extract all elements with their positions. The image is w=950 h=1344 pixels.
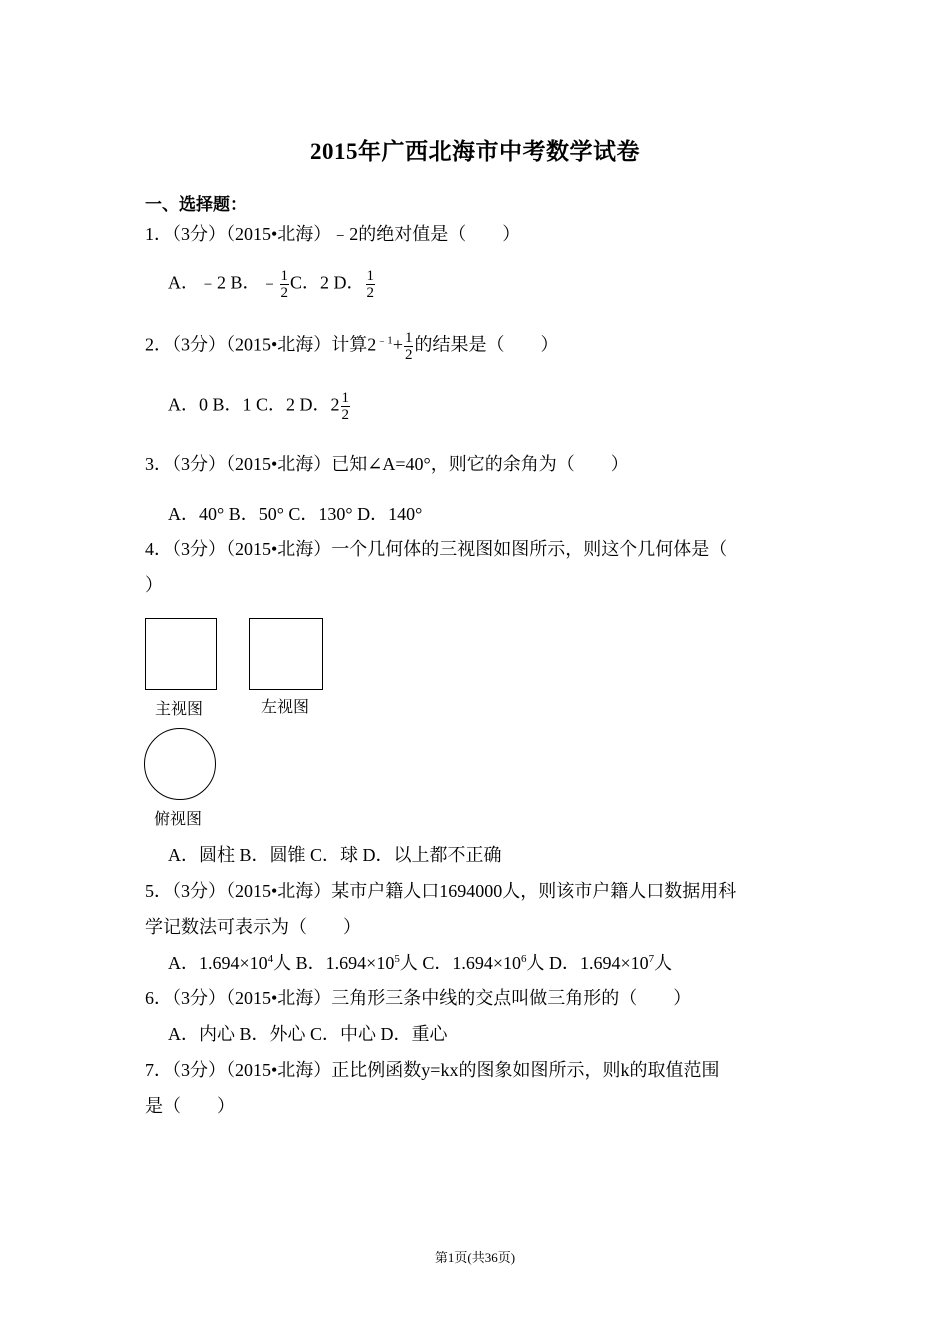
front-view-label: 主视图	[155, 699, 204, 718]
question-6-options: A．内心 B．外心 C．中心 D．重心	[168, 1024, 448, 1044]
question-5-option-d-exp: 7	[648, 953, 655, 965]
question-5-options	[168, 951, 672, 975]
question-3-stem: 3．（3分）（2015•北海）已知∠A=40°，则它的余角为（ ）	[145, 454, 629, 474]
question-5-option-c: 人 C．1.694×10	[399, 953, 521, 973]
left-view-square	[249, 618, 323, 690]
question-1-options	[168, 268, 376, 301]
question-2-option-d-fraction: $\frac{1}{2}$	[341, 390, 350, 423]
question-4-stem-line1: 4．（3分）（2015•北海）一个几何体的三视图如图所示，则这个几何体是（	[145, 539, 728, 559]
front-view-square	[145, 618, 217, 690]
question-2-options	[168, 390, 351, 423]
left-view-label: 左视图	[261, 697, 310, 716]
question-4-stem-line2: ）	[145, 575, 163, 595]
question-1-option-ab: A．﹣2 B．	[168, 272, 261, 293]
page-title: 2015年广西北海市中考数学试卷	[310, 139, 640, 164]
question-5-option-end: 人	[654, 953, 673, 973]
question-7-stem-line1: 7．（3分）（2015•北海）正比例函数y=kx的图象如图所示，则k的取值范围	[145, 1060, 720, 1080]
question-2-stem-text: 2．（3分）（2015•北海）计算2	[145, 334, 377, 355]
question-4-options: A．圆柱 B．圆锥 C．球 D．以上都不正确	[168, 845, 502, 865]
question-2-fraction: $\frac{1}{2}$	[404, 330, 413, 363]
question-5-option-b-exp: 5	[394, 953, 400, 965]
question-5-option-b: 人 B．1.694×10	[273, 953, 395, 973]
question-3-options: A．40° B．50° C．130° D．140°	[168, 504, 423, 524]
question-1-option-d-fraction: $\frac{1}{2}$	[366, 268, 375, 301]
top-view-label: 俯视图	[154, 809, 203, 828]
top-view-circle	[144, 728, 216, 800]
question-5-option-c-exp: 6	[521, 953, 527, 965]
question-2-exponent: ﹣1	[376, 334, 393, 347]
question-1-stem: 1．（3分）（2015•北海）﹣2的绝对值是（ ）	[145, 224, 521, 244]
question-5-stem-line2: 学记数法可表示为（ ）	[145, 917, 361, 937]
question-5-option-a-exp: 4	[267, 953, 274, 965]
question-5-option-d: 人 D．1.694×10	[526, 953, 649, 973]
question-2-stem	[145, 330, 558, 363]
page-footer: 第1页(共36页)	[434, 1250, 516, 1265]
question-2-stem-end: 的结果是（ ）	[414, 334, 559, 355]
question-5-stem-line1: 5．（3分）（2015•北海）某市户籍人口1694000人，则该市户籍人口数据用科	[145, 881, 737, 901]
question-1-option-b-fraction: $\frac{1}{2}$	[280, 268, 289, 301]
question-2-options-text: A．0 B．1 C．2 D．2	[168, 394, 340, 415]
question-7-stem-line2: 是（ ）	[145, 1096, 235, 1116]
question-6-stem: 6．（3分）（2015•北海）三角形三条中线的交点叫做三角形的（ ）	[145, 988, 692, 1008]
question-1-option-b-sign: ﹣	[260, 272, 279, 293]
question-2-plus: +	[392, 334, 403, 355]
question-5-option-a: A．1.694×10	[168, 953, 268, 973]
question-1-option-cd: C．2 D．	[290, 272, 365, 293]
section-heading: 一、选择题：	[145, 195, 247, 214]
